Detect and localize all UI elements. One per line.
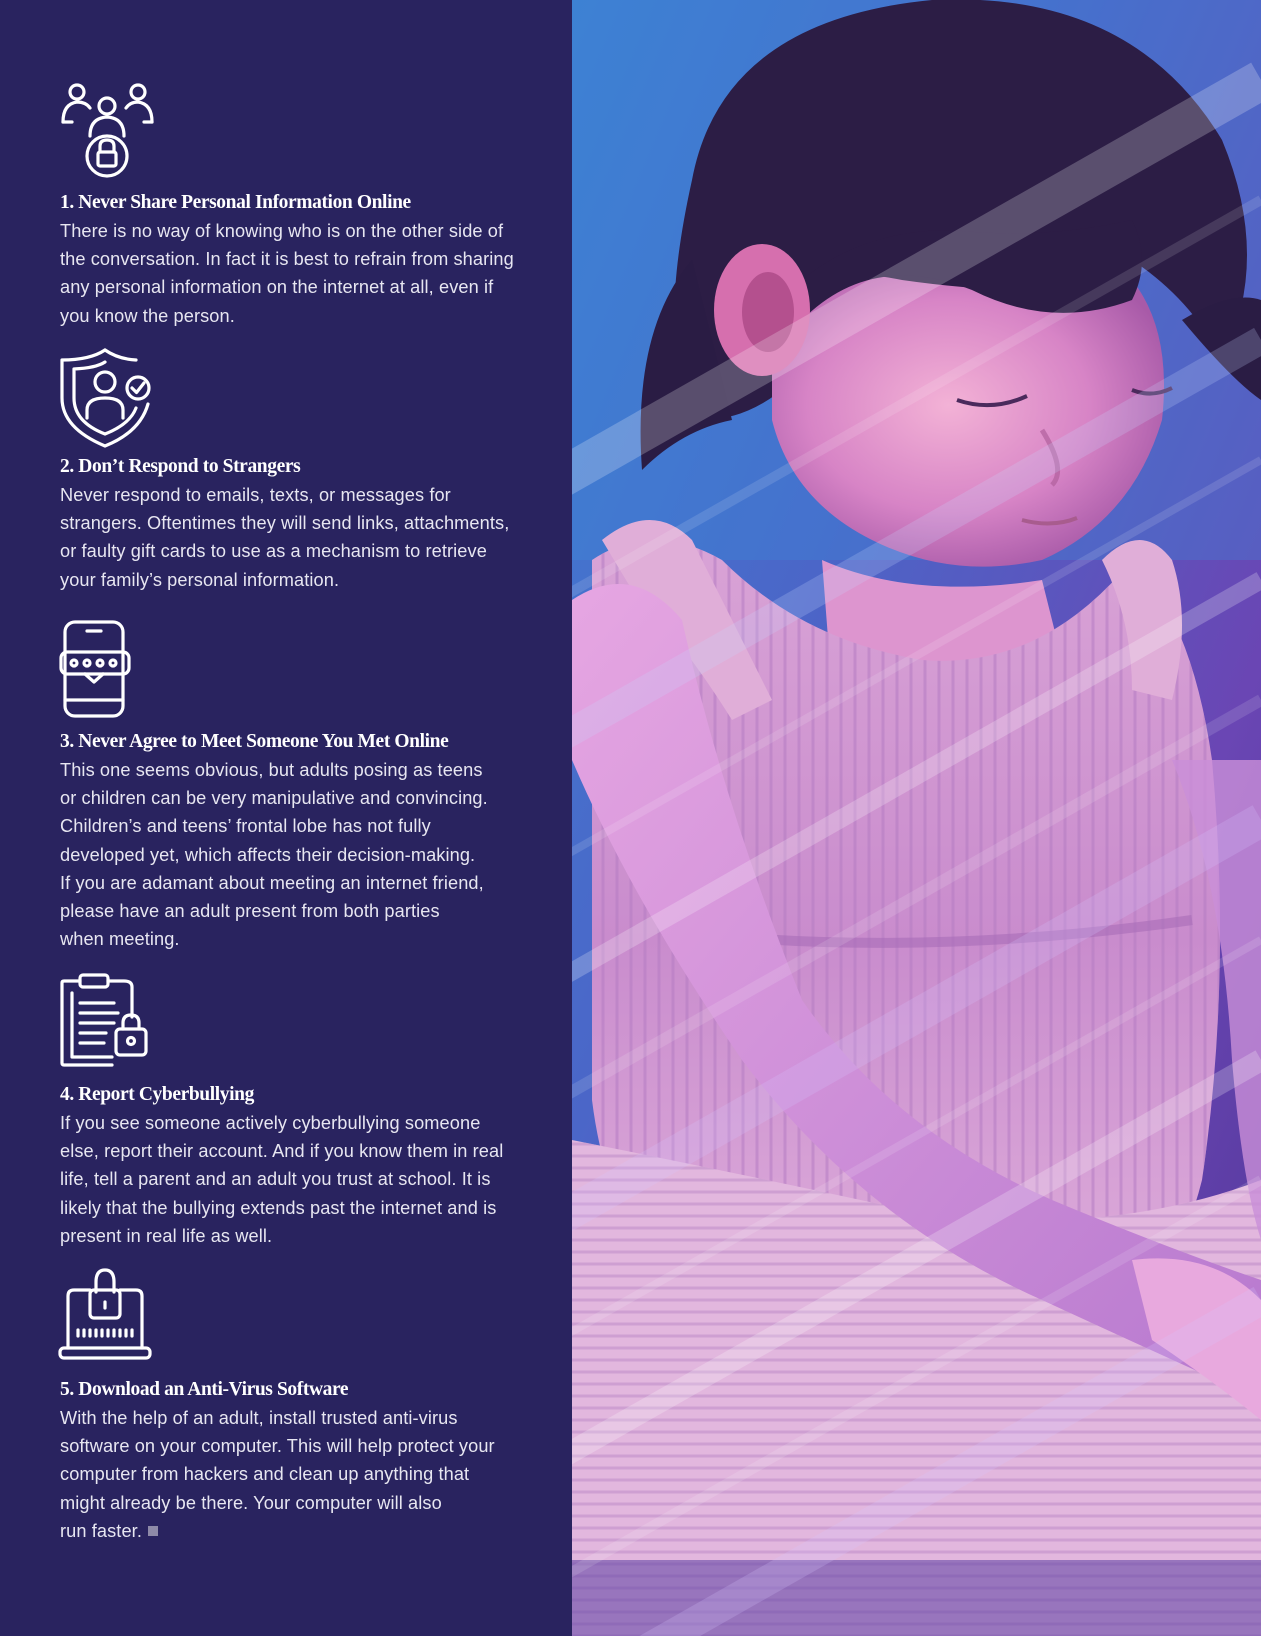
tip-3 — [60, 620, 540, 953]
tip-line: your family’s personal information. — [60, 569, 340, 590]
tip-line: With the help of an adult, install trusted anti-virus — [60, 1408, 458, 1428]
tip-line: please have an adult present from both parties — [60, 901, 440, 922]
tip-4 — [60, 973, 540, 1250]
tip-line: might already be there. Your computer will also — [60, 1492, 442, 1513]
tip-line: else, report their account. And if you know them in real — [60, 1141, 504, 1162]
tip-line: If you are adamant about meeting an internet friend, — [60, 872, 484, 893]
tip-line: software on your computer. This will help protect your — [60, 1436, 495, 1457]
tip-line: life, tell a parent and an adult you trust at school. It is — [60, 1169, 491, 1190]
tip-line: or faulty gift cards to use as a mechanism to retrieve — [60, 541, 487, 562]
tip-title: 2. Don’t Respond to Strangers — [60, 456, 301, 477]
tip-body — [60, 1109, 540, 1250]
family-lock-icon — [60, 80, 170, 180]
tip-line: developed yet, which affects their decision-making. — [60, 844, 476, 865]
girl-in-pink-knit-dress-photo — [572, 0, 1261, 1636]
shield-user-check-icon — [60, 348, 170, 448]
tip-body — [60, 1404, 540, 1545]
tip-line: the conversation. In fact it is best to refrain from sharing — [60, 249, 514, 270]
tip-line: present in real life as well. — [60, 1225, 273, 1246]
tip-line: run faster. — [60, 1520, 142, 1541]
phone-password-icon — [60, 620, 170, 720]
tip-line: Children’s and teens’ frontal lobe has not fully — [60, 816, 431, 837]
tip-title: 4. Report Cyberbullying — [60, 1084, 254, 1105]
tip-line: likely that the bullying extends past the internet and is — [60, 1197, 497, 1218]
tip-line: computer from hackers and clean up anything that — [60, 1464, 470, 1485]
tip-body — [60, 756, 540, 953]
tip-5 — [60, 1268, 540, 1545]
end-of-article-mark — [148, 1526, 158, 1536]
tip-line: There is no way of knowing who is on the other side of — [60, 221, 504, 241]
tip-line: or children can be very manipulative and convincing. — [60, 788, 488, 809]
tip-line: when meeting. — [60, 929, 180, 950]
tip-line: any personal information on the internet at all, even if — [60, 277, 494, 298]
tip-line: strangers. Oftentimes they will send links, attachments, — [60, 513, 510, 534]
tip-line: If you see someone actively cyberbullying someone — [60, 1113, 481, 1133]
tip-line: you know the person. — [60, 305, 235, 326]
tip-line: This one seems obvious, but adults posing as teens — [60, 760, 483, 780]
tip-body — [60, 217, 540, 330]
tip-line: Never respond to emails, texts, or messages for — [60, 485, 451, 505]
tip-1 — [60, 80, 540, 330]
tip-body — [60, 481, 540, 594]
tip-title: 1. Never Share Personal Information Online — [60, 192, 411, 213]
tip-2 — [60, 348, 540, 594]
tip-title: 3. Never Agree to Meet Someone You Met Online — [60, 731, 449, 752]
clipboard-lock-icon — [60, 973, 170, 1073]
tip-title: 5. Download an Anti-Virus Software — [60, 1379, 349, 1400]
tips-panel — [0, 0, 572, 1636]
laptop-lock-icon — [60, 1268, 170, 1368]
